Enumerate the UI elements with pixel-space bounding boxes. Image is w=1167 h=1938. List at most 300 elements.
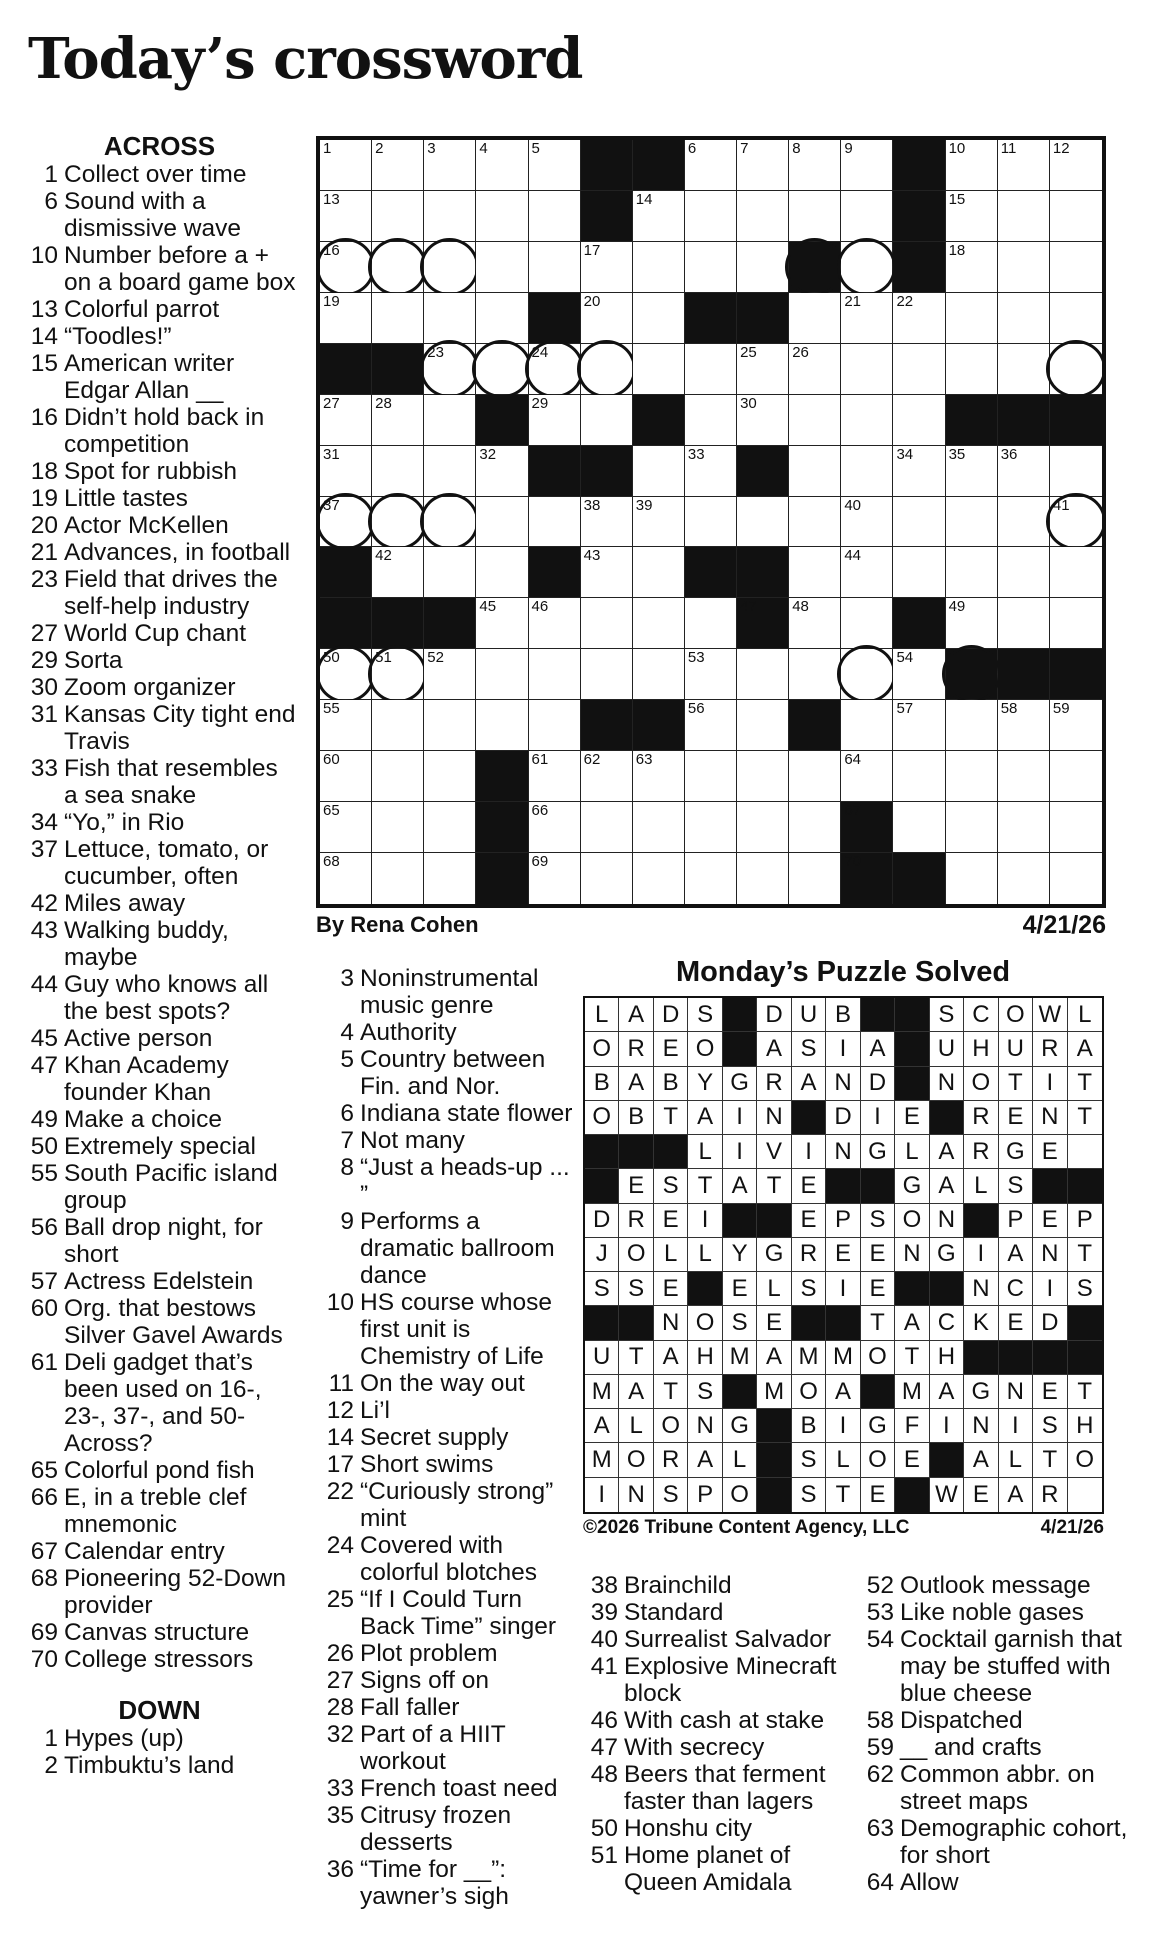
grid-cell[interactable]: [581, 344, 633, 395]
grid-cell[interactable]: [789, 293, 841, 344]
cell-number: 66: [531, 802, 549, 820]
clue-item: [858, 1761, 1148, 1815]
grid-cell[interactable]: [476, 598, 528, 649]
grid-cell[interactable]: [737, 802, 789, 853]
black-square: [893, 598, 945, 649]
solution-black-square: [723, 998, 757, 1032]
solution-cell: P: [1068, 1204, 1102, 1238]
grid-cell[interactable]: [633, 293, 685, 344]
grid-cell[interactable]: [633, 853, 685, 904]
cell-number: 50: [323, 649, 340, 667]
grid-cell[interactable]: [998, 497, 1050, 548]
solution-cell: A: [999, 1478, 1033, 1512]
solution-cell: N: [826, 1135, 860, 1169]
clue-number: 58: [866, 1707, 894, 1734]
grid-cell[interactable]: [424, 344, 476, 395]
grid-cell[interactable]: [633, 751, 685, 802]
black-square: [476, 751, 528, 802]
cell-number: 58: [1000, 700, 1018, 718]
grid-cell[interactable]: [946, 700, 998, 751]
grid-cell[interactable]: [581, 751, 633, 802]
grid-cell[interactable]: [320, 853, 372, 904]
grid-cell[interactable]: [998, 446, 1050, 497]
grid-cell[interactable]: [998, 293, 1050, 344]
clue-text: Org. that bestows Silver Gavel Awards: [64, 1295, 283, 1349]
grid-cell[interactable]: [476, 140, 528, 191]
grid-cell[interactable]: [685, 802, 737, 853]
grid-cell[interactable]: [529, 242, 581, 293]
black-square: [581, 191, 633, 242]
grid-cell[interactable]: [998, 140, 1050, 191]
grid-cell[interactable]: [789, 446, 841, 497]
grid-cell[interactable]: [998, 853, 1050, 904]
grid-cell[interactable]: [1050, 802, 1102, 853]
solution-black-square: [895, 1272, 929, 1306]
black-square: [372, 598, 424, 649]
grid-cell[interactable]: [737, 700, 789, 751]
clue-text: Home planet of Queen Amidala: [624, 1842, 792, 1896]
cell-number: 36: [1000, 445, 1018, 463]
grid-cell[interactable]: [529, 853, 581, 904]
grid-cell[interactable]: [476, 293, 528, 344]
grid-cell[interactable]: [633, 344, 685, 395]
clue-text: Fish that resembles a sea snake: [64, 755, 278, 809]
clue-number: 47: [590, 1734, 618, 1761]
grid-cell[interactable]: [685, 700, 737, 751]
grid-cell[interactable]: [424, 293, 476, 344]
grid-cell[interactable]: [1050, 293, 1102, 344]
black-square: [789, 242, 841, 293]
grid-cell[interactable]: [841, 649, 893, 700]
grid-cell[interactable]: [685, 751, 737, 802]
grid-cell[interactable]: [737, 344, 789, 395]
grid-cell[interactable]: [320, 751, 372, 802]
grid-cell[interactable]: [737, 853, 789, 904]
grid-cell[interactable]: [529, 649, 581, 700]
grid-cell[interactable]: [372, 191, 424, 242]
clue-number: 48: [590, 1761, 618, 1788]
grid-cell[interactable]: [893, 547, 945, 598]
grid-cell[interactable]: [998, 191, 1050, 242]
grid-cell[interactable]: [372, 140, 424, 191]
grid-cell[interactable]: [685, 598, 737, 649]
clue-number: 28: [326, 1694, 354, 1721]
grid-cell[interactable]: [841, 497, 893, 548]
grid-cell[interactable]: [633, 497, 685, 548]
clue-item: [318, 965, 573, 1019]
grid-cell[interactable]: [476, 242, 528, 293]
cell-number: 29: [531, 394, 549, 412]
grid-cell[interactable]: [789, 191, 841, 242]
cell-number: 70: [844, 853, 862, 871]
grid-cell[interactable]: [893, 802, 945, 853]
grid-cell[interactable]: [581, 853, 633, 904]
black-square: [320, 547, 372, 598]
grid-cell[interactable]: [841, 446, 893, 497]
cell-number: 12: [1052, 140, 1070, 157]
grid-cell[interactable]: [998, 547, 1050, 598]
grid-cell[interactable]: [476, 547, 528, 598]
clue-item: [22, 1106, 297, 1133]
grid-cell[interactable]: [685, 446, 737, 497]
grid-cell[interactable]: [372, 547, 424, 598]
grid-cell[interactable]: [424, 242, 476, 293]
grid-cell[interactable]: [998, 802, 1050, 853]
grid-cell[interactable]: [841, 140, 893, 191]
grid-cell[interactable]: [529, 344, 581, 395]
solution-black-square: [757, 1478, 791, 1512]
clue-text: Little tastes: [64, 485, 188, 512]
clue-number: 11: [328, 1370, 354, 1397]
grid-cell[interactable]: [685, 853, 737, 904]
grid-cell[interactable]: [581, 497, 633, 548]
grid-cell[interactable]: [946, 344, 998, 395]
solution-cell: M: [723, 1341, 757, 1375]
clue-number: 2: [44, 1752, 58, 1779]
grid-cell[interactable]: [633, 191, 685, 242]
grid-cell[interactable]: [476, 649, 528, 700]
grid-cell[interactable]: [789, 395, 841, 446]
clue-text: Pioneering 52-Down provider: [64, 1565, 286, 1619]
cell-number: 3: [427, 140, 436, 157]
grid-cell[interactable]: [946, 802, 998, 853]
grid-cell[interactable]: [946, 242, 998, 293]
grid-cell[interactable]: [424, 547, 476, 598]
grid-cell[interactable]: [841, 751, 893, 802]
grid-cell[interactable]: [789, 598, 841, 649]
grid-cell[interactable]: [998, 242, 1050, 293]
solution-black-square: [1033, 1341, 1067, 1375]
grid-cell[interactable]: [320, 802, 372, 853]
grid-cell[interactable]: [320, 395, 372, 446]
grid-cell[interactable]: [581, 242, 633, 293]
clue-item: [22, 1457, 297, 1484]
grid-cell[interactable]: [998, 344, 1050, 395]
solution-cell: E: [654, 1272, 688, 1306]
grid-cell[interactable]: [372, 751, 424, 802]
grid-cell[interactable]: [998, 700, 1050, 751]
grid-cell[interactable]: [581, 547, 633, 598]
grid-cell[interactable]: [841, 344, 893, 395]
grid-cell[interactable]: [424, 853, 476, 904]
grid-cell[interactable]: [841, 395, 893, 446]
solution-cell: E: [654, 1204, 688, 1238]
cell-number: 61: [531, 751, 549, 769]
grid-cell[interactable]: [946, 497, 998, 548]
clue-text: Miles away: [64, 890, 186, 917]
black-square: [320, 598, 372, 649]
grid-cell[interactable]: [685, 344, 737, 395]
black-square: [372, 344, 424, 395]
grid-cell[interactable]: [946, 293, 998, 344]
solution-cell: E: [861, 1272, 895, 1306]
grid-cell[interactable]: [581, 395, 633, 446]
grid-cell[interactable]: [424, 649, 476, 700]
clue-number: 30: [30, 674, 58, 701]
clue-text: Cocktail garnish that may be stuffed with blue cheese: [900, 1626, 1122, 1707]
solution-cell: L: [999, 1443, 1033, 1477]
grid-cell[interactable]: [1050, 853, 1102, 904]
grid-cell[interactable]: [737, 649, 789, 700]
grid-cell[interactable]: [529, 598, 581, 649]
grid-cell[interactable]: [841, 293, 893, 344]
grid-cell[interactable]: [1050, 140, 1102, 191]
clue-text: __ and crafts: [900, 1734, 1042, 1761]
grid-cell[interactable]: [789, 751, 841, 802]
solution-black-square: [895, 1478, 929, 1512]
solution-black-square: [895, 1067, 929, 1101]
clue-number: 55: [30, 1160, 58, 1187]
grid-cell[interactable]: [424, 191, 476, 242]
grid-cell[interactable]: [893, 497, 945, 548]
grid-cell[interactable]: [1050, 191, 1102, 242]
solution-cell: A: [688, 1443, 722, 1477]
grid-cell[interactable]: [789, 497, 841, 548]
grid-cell[interactable]: [789, 649, 841, 700]
grid-cell[interactable]: [424, 497, 476, 548]
grid-cell[interactable]: [476, 191, 528, 242]
clue-number: 42: [30, 890, 58, 917]
solution-cell: H: [964, 1032, 998, 1066]
grid-cell[interactable]: [633, 446, 685, 497]
solution-cell: E: [1033, 1135, 1067, 1169]
grid-cell[interactable]: [1050, 547, 1102, 598]
clue-text: Country between Fin. and Nor.: [360, 1046, 546, 1100]
grid-cell[interactable]: [946, 191, 998, 242]
clue-number: 62: [866, 1761, 894, 1788]
grid-cell[interactable]: [320, 700, 372, 751]
solution-cell: T: [1068, 1067, 1102, 1101]
clue-number: 51: [590, 1842, 618, 1869]
grid-cell[interactable]: [893, 700, 945, 751]
grid-cell[interactable]: [320, 242, 372, 293]
grid-cell[interactable]: [372, 649, 424, 700]
clue-number: 20: [30, 512, 58, 539]
page-title: Today’s crossword: [28, 26, 583, 92]
grid-cell[interactable]: [581, 649, 633, 700]
solution-cell: R: [1033, 1032, 1067, 1066]
solution-cell: S: [861, 1204, 895, 1238]
grid-cell[interactable]: [841, 547, 893, 598]
cell-number: 65: [323, 802, 340, 820]
grid-cell[interactable]: [320, 649, 372, 700]
grid-cell[interactable]: [372, 293, 424, 344]
cell-number: 19: [323, 292, 340, 310]
grid-cell[interactable]: [476, 700, 528, 751]
grid-cell[interactable]: [998, 598, 1050, 649]
grid-cell[interactable]: [320, 191, 372, 242]
grid-cell[interactable]: [424, 140, 476, 191]
clue-item: [22, 1160, 297, 1214]
clue-text: “Toodles!”: [64, 323, 172, 350]
grid-cell[interactable]: [893, 649, 945, 700]
grid-cell[interactable]: [946, 547, 998, 598]
clue-text: On the way out: [360, 1370, 525, 1397]
grid-cell[interactable]: [372, 242, 424, 293]
clue-item: [858, 1734, 1148, 1761]
black-square: [737, 547, 789, 598]
clue-number: 27: [326, 1667, 354, 1694]
grid-cell[interactable]: [1050, 598, 1102, 649]
grid-cell[interactable]: [685, 242, 737, 293]
circle-marker: [368, 238, 427, 296]
clue-number: 69: [30, 1619, 58, 1646]
solution-cell: L: [964, 1169, 998, 1203]
grid-cell[interactable]: [1050, 751, 1102, 802]
grid-cell[interactable]: [424, 395, 476, 446]
solution-black-square: [930, 1272, 964, 1306]
grid-cell[interactable]: [1050, 344, 1102, 395]
solution-cell: T: [861, 1306, 895, 1340]
grid-cell[interactable]: [998, 751, 1050, 802]
grid-cell[interactable]: [841, 242, 893, 293]
grid-cell[interactable]: [789, 344, 841, 395]
grid-cell[interactable]: [372, 395, 424, 446]
grid-cell[interactable]: [946, 598, 998, 649]
grid-cell[interactable]: [737, 751, 789, 802]
grid-cell[interactable]: [893, 446, 945, 497]
clue-item: [318, 1289, 573, 1370]
clue-number: 43: [30, 917, 58, 944]
grid-cell[interactable]: [424, 446, 476, 497]
grid-cell[interactable]: [372, 853, 424, 904]
clue-number: 63: [866, 1815, 894, 1842]
clue-item: [318, 1127, 573, 1154]
cell-number: 51: [375, 649, 392, 667]
grid-cell[interactable]: [946, 446, 998, 497]
solution-cell: R: [619, 1204, 653, 1238]
circle-marker: [942, 645, 1001, 703]
grid-cell[interactable]: [424, 802, 476, 853]
grid-cell[interactable]: [372, 497, 424, 548]
grid-cell[interactable]: [893, 395, 945, 446]
grid-cell[interactable]: [372, 700, 424, 751]
grid-cell[interactable]: [789, 853, 841, 904]
grid-cell[interactable]: [737, 191, 789, 242]
clue-text: Surrealist Salvador: [624, 1626, 831, 1653]
grid-cell[interactable]: [581, 598, 633, 649]
grid-cell[interactable]: [529, 140, 581, 191]
grid-cell[interactable]: [685, 649, 737, 700]
clue-column-3: [582, 1572, 854, 1896]
grid-cell[interactable]: [841, 191, 893, 242]
grid-cell[interactable]: [581, 293, 633, 344]
grid-cell[interactable]: [529, 395, 581, 446]
solution-cell: T: [999, 1067, 1033, 1101]
grid-cell[interactable]: [946, 751, 998, 802]
cell-number: 60: [323, 751, 340, 769]
clue-text: Colorful pond fish: [64, 1457, 255, 1484]
grid-cell[interactable]: [372, 446, 424, 497]
grid-cell[interactable]: [1050, 497, 1102, 548]
grid-cell[interactable]: [424, 751, 476, 802]
grid-cell[interactable]: [633, 242, 685, 293]
grid-cell[interactable]: [685, 497, 737, 548]
grid-cell[interactable]: [1050, 446, 1102, 497]
solution-cell: A: [826, 1375, 860, 1409]
black-square: [476, 853, 528, 904]
grid-cell[interactable]: [320, 497, 372, 548]
grid-cell[interactable]: [841, 700, 893, 751]
solution-cell: O: [688, 1306, 722, 1340]
clue-item: [22, 1349, 297, 1457]
grid-cell[interactable]: [789, 802, 841, 853]
black-square: [633, 140, 685, 191]
clue-item: [22, 917, 297, 971]
solution-cell: H: [1068, 1409, 1102, 1443]
clue-number: 16: [30, 404, 58, 431]
grid-cell[interactable]: [633, 802, 685, 853]
solution-cell: T: [1068, 1238, 1102, 1272]
solution-cell: O: [619, 1238, 653, 1272]
grid-cell[interactable]: [529, 497, 581, 548]
grid-cell[interactable]: [529, 700, 581, 751]
grid-cell[interactable]: [685, 395, 737, 446]
clue-item: [22, 1484, 297, 1538]
grid-cell[interactable]: [1050, 242, 1102, 293]
grid-cell[interactable]: [633, 598, 685, 649]
grid-cell[interactable]: [841, 598, 893, 649]
cell-number: 49: [948, 598, 966, 616]
grid-cell[interactable]: [946, 140, 998, 191]
grid-cell[interactable]: [372, 802, 424, 853]
grid-cell[interactable]: [685, 140, 737, 191]
grid-cell[interactable]: [893, 293, 945, 344]
grid-cell[interactable]: [476, 344, 528, 395]
grid-cell[interactable]: [737, 242, 789, 293]
solution-cell: L: [757, 1272, 791, 1306]
cell-number: 18: [948, 241, 966, 259]
grid-cell[interactable]: [737, 140, 789, 191]
grid-cell[interactable]: [737, 497, 789, 548]
down-heading: DOWN: [118, 1695, 201, 1725]
grid-cell[interactable]: [789, 547, 841, 598]
black-square: [320, 344, 372, 395]
solution-cell: P: [688, 1478, 722, 1512]
grid-cell[interactable]: [476, 497, 528, 548]
solution-date: 4/21/26: [1040, 1517, 1104, 1538]
solution-cell: I: [723, 1101, 757, 1135]
grid-cell[interactable]: [424, 700, 476, 751]
solution-cell: I: [930, 1409, 964, 1443]
grid-cell[interactable]: [893, 344, 945, 395]
grid-cell[interactable]: [633, 649, 685, 700]
clue-text: Performs a dramatic ballroom dance: [360, 1208, 555, 1289]
clue-text: Standard: [624, 1599, 724, 1626]
solution-cell: N: [930, 1067, 964, 1101]
grid-cell[interactable]: [320, 446, 372, 497]
cell-number: 54: [896, 649, 914, 667]
grid-cell[interactable]: [581, 802, 633, 853]
grid-cell[interactable]: [1050, 700, 1102, 751]
grid-cell[interactable]: [633, 547, 685, 598]
grid-cell[interactable]: [789, 140, 841, 191]
grid-cell[interactable]: [476, 446, 528, 497]
solution-cell: M: [895, 1375, 929, 1409]
solution-cell: E: [861, 1238, 895, 1272]
grid-cell[interactable]: [529, 191, 581, 242]
grid-cell[interactable]: [529, 802, 581, 853]
grid-cell[interactable]: [685, 191, 737, 242]
grid-cell[interactable]: [946, 853, 998, 904]
grid-cell[interactable]: [737, 395, 789, 446]
black-square: [998, 649, 1050, 700]
cell-number: 62: [583, 751, 601, 769]
grid-cell[interactable]: [320, 293, 372, 344]
grid-cell[interactable]: [320, 140, 372, 191]
grid-cell[interactable]: [529, 751, 581, 802]
grid-cell[interactable]: [893, 751, 945, 802]
